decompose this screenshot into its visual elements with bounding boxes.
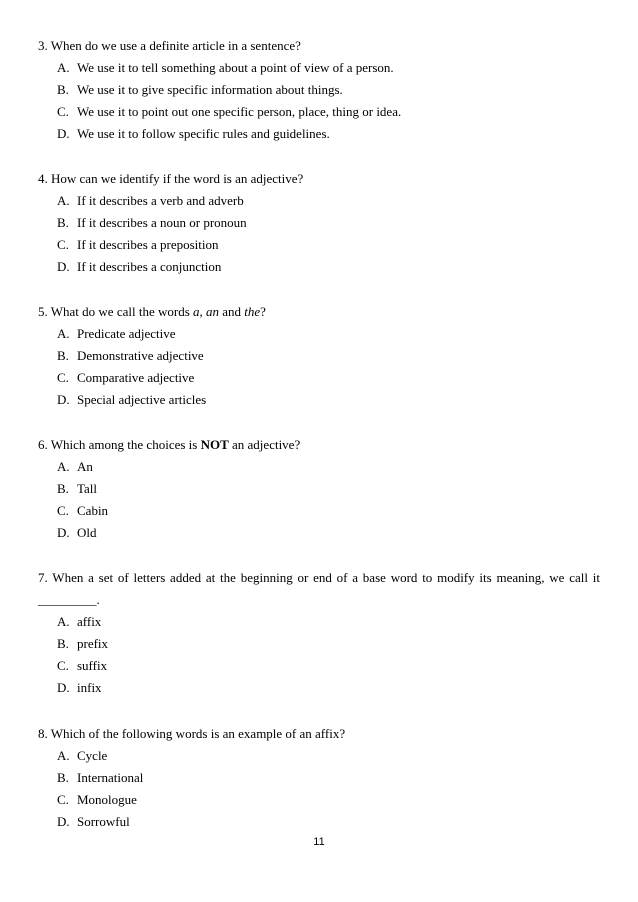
page-number: 11 xyxy=(313,836,325,848)
option-list xyxy=(38,745,600,833)
stem-text: and xyxy=(219,304,245,319)
option-c xyxy=(57,500,600,522)
option-letter: B. xyxy=(57,636,69,651)
question-5 xyxy=(38,301,600,411)
option-b xyxy=(57,478,600,500)
option-letter: C. xyxy=(57,104,69,119)
option-text: affix xyxy=(77,614,102,629)
question-stem xyxy=(38,567,600,589)
option-d xyxy=(57,522,600,544)
option-a xyxy=(57,456,600,478)
option-text: We use it to tell something about a point of view of a person. xyxy=(77,60,394,75)
option-text: prefix xyxy=(77,636,109,651)
option-text: We use it to give specific information about things. xyxy=(77,82,343,97)
option-c xyxy=(57,789,600,811)
option-letter: D. xyxy=(57,126,70,141)
answer-blank: _________. xyxy=(38,592,100,607)
option-letter: B. xyxy=(57,348,69,363)
option-text: Old xyxy=(77,525,97,540)
option-letter: C. xyxy=(57,792,69,807)
option-d xyxy=(57,811,600,833)
question-stem: 4. How can we identify if the word is an adjective? xyxy=(38,171,304,186)
option-c xyxy=(57,234,600,256)
option-text: Predicate adjective xyxy=(77,326,176,341)
stem-text: ? xyxy=(260,304,266,319)
option-letter: D. xyxy=(57,814,70,829)
option-letter: A. xyxy=(57,326,70,341)
option-letter: B. xyxy=(57,215,69,230)
stem-text-line-1: 7. When a set of letters added at the beginning or end of a base word to modify its meaning, we call it xyxy=(38,570,600,585)
option-d xyxy=(57,677,600,699)
option-d xyxy=(57,123,600,145)
question-stem: 8. Which of the following words is an example of an affix? xyxy=(38,726,346,741)
stem-italic-text: the xyxy=(244,304,261,319)
question-stem xyxy=(38,434,600,456)
question-stem xyxy=(38,301,600,323)
option-c xyxy=(57,655,600,677)
option-letter: A. xyxy=(57,60,70,75)
question-6 xyxy=(38,434,600,544)
stem-text: 5. What do we call the words xyxy=(38,304,193,319)
option-letter: B. xyxy=(57,82,69,97)
option-letter: D. xyxy=(57,259,70,274)
option-letter: C. xyxy=(57,370,69,385)
option-text: suffix xyxy=(77,658,108,673)
option-text: If it describes a verb and adverb xyxy=(77,193,244,208)
option-letter: A. xyxy=(57,748,70,763)
stem-italic-text: a, an xyxy=(193,304,219,319)
option-letter: D. xyxy=(57,392,70,407)
option-text: infix xyxy=(77,680,102,695)
option-text: If it describes a noun or pronoun xyxy=(77,215,247,230)
option-d xyxy=(57,389,600,411)
option-text: If it describes a preposition xyxy=(77,237,219,252)
option-b xyxy=(57,345,600,367)
option-letter: A. xyxy=(57,614,70,629)
option-a xyxy=(57,745,600,767)
option-text: Demonstrative adjective xyxy=(77,348,204,363)
option-c xyxy=(57,101,600,123)
question-4 xyxy=(38,168,600,278)
option-list xyxy=(38,57,600,145)
option-text: Cabin xyxy=(77,503,109,518)
option-text: International xyxy=(77,770,144,785)
option-a xyxy=(57,323,600,345)
option-a xyxy=(57,611,600,633)
option-text: Comparative adjective xyxy=(77,370,195,385)
option-b xyxy=(57,767,600,789)
option-text: If it describes a conjunction xyxy=(77,259,222,274)
option-text: Tall xyxy=(77,481,98,496)
option-b xyxy=(57,212,600,234)
option-text: An xyxy=(77,459,93,474)
option-list xyxy=(38,323,600,411)
option-list xyxy=(38,456,600,544)
option-text: Special adjective articles xyxy=(77,392,207,407)
option-letter: A. xyxy=(57,193,70,208)
question-7 xyxy=(38,567,600,699)
stem-text: 6. Which among the choices is xyxy=(38,437,201,452)
option-b xyxy=(57,633,600,655)
option-letter: C. xyxy=(57,237,69,252)
option-list xyxy=(38,190,600,278)
option-text: We use it to follow specific rules and guidelines. xyxy=(77,126,330,141)
option-b xyxy=(57,79,600,101)
option-d xyxy=(57,256,600,278)
option-text: Sorrowful xyxy=(77,814,130,829)
option-letter: D. xyxy=(57,525,70,540)
option-letter: B. xyxy=(57,481,69,496)
option-text: We use it to point out one specific person, place, thing or idea. xyxy=(77,104,402,119)
option-a xyxy=(57,57,600,79)
option-list xyxy=(38,611,600,699)
option-text: Cycle xyxy=(77,748,108,763)
option-text: Monologue xyxy=(77,792,137,807)
question-3 xyxy=(38,35,600,145)
option-letter: D. xyxy=(57,680,70,695)
stem-bold-text: NOT xyxy=(200,437,229,452)
option-c xyxy=(57,367,600,389)
question-stem: 3. When do we use a definite article in a sentence? xyxy=(38,38,301,53)
option-letter: C. xyxy=(57,658,69,673)
stem-text: an adjective? xyxy=(228,437,301,452)
option-letter: C. xyxy=(57,503,69,518)
option-a xyxy=(57,190,600,212)
option-letter: A. xyxy=(57,459,70,474)
question-8 xyxy=(38,723,600,833)
option-letter: B. xyxy=(57,770,69,785)
